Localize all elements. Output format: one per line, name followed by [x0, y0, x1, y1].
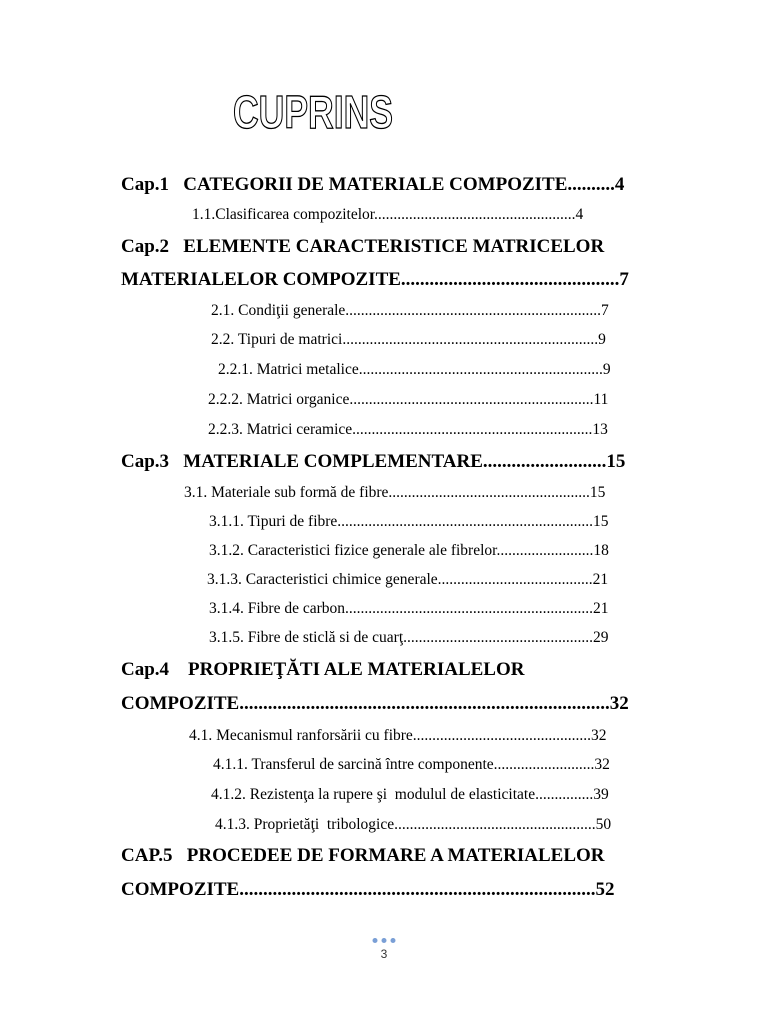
toc-entry-cap4[interactable]: Cap.4 PROPRIEŢĂTI ALE MATERIALELOR: [121, 659, 525, 680]
dot: [373, 938, 378, 943]
toc-entry-3-1-4[interactable]: 3.1.4. Fibre de carbon................................................................21: [209, 600, 609, 617]
toc-entry-4-1-1[interactable]: 4.1.1. Transferul de sarcină între componente..........................32: [213, 756, 610, 773]
toc-entry-cap5[interactable]: CAP.5 PROCEDEE DE FORMARE A MATERIALELOR: [121, 845, 605, 866]
toc-entry-2-2[interactable]: 2.2. Tipuri de matrici..................................................................9: [211, 331, 606, 348]
toc-entry-3-1-1[interactable]: 3.1.1. Tipuri de fibre..................................................................15: [209, 513, 609, 530]
page-ornament-dots: [373, 938, 396, 943]
toc-entry-2-2-2[interactable]: 2.2.2. Matrici organice...............................................................11: [208, 391, 609, 408]
toc-entry-2-1[interactable]: 2.1. Condiţii generale..................................................................7: [211, 302, 609, 319]
page-number: 3: [380, 947, 388, 961]
toc-entry-cap1[interactable]: Cap.1 CATEGORII DE MATERIALE COMPOZITE..........4: [121, 174, 625, 195]
toc-entry-4-1-2[interactable]: 4.1.2. Rezistenţa la rupere şi modulul de elasticitate...............39: [211, 786, 609, 803]
toc-entry-cap3[interactable]: Cap.3 MATERIALE COMPLEMENTARE..........................15: [121, 451, 626, 472]
toc-entry-2-2-3[interactable]: 2.2.3. Matrici ceramice..............................................................13: [208, 421, 608, 438]
toc-entry-cap4-cont[interactable]: COMPOZITE..............................................................................32: [121, 693, 629, 714]
dot: [382, 938, 387, 943]
dot: [391, 938, 396, 943]
toc-entry-cap2[interactable]: Cap.2 ELEMENTE CARACTERISTICE MATRICELOR: [121, 236, 605, 257]
page-title: [228, 78, 398, 143]
toc-entry-4-1[interactable]: 4.1. Mecanismul ranforsării cu fibre..............................................32: [189, 727, 607, 744]
toc-entry-1-1[interactable]: 1.1.Clasificarea compozitelor....................................................4: [192, 206, 584, 223]
toc-entry-cap2-cont[interactable]: MATERIALELOR COMPOZITE..............................................7: [121, 269, 629, 290]
toc-entry-3-1-3[interactable]: 3.1.3. Caracteristici chimice generale........................................21: [207, 571, 609, 588]
toc-entry-3-1-5[interactable]: 3.1.5. Fibre de sticlă si de cuarţ.................................................29: [209, 629, 609, 646]
toc-entry-cap5-cont[interactable]: COMPOZITE...........................................................................52: [121, 879, 615, 900]
toc-entry-3-1[interactable]: 3.1. Materiale sub formă de fibre....................................................15: [184, 484, 606, 501]
toc-entry-4-1-3[interactable]: 4.1.3. Proprietăţi tribologice....................................................50: [215, 816, 612, 833]
title-text: CUPRINS: [233, 86, 393, 138]
toc-entry-2-2-1[interactable]: 2.2.1. Matrici metalice...............................................................9: [218, 361, 611, 378]
toc-entry-3-1-2[interactable]: 3.1.2. Caracteristici fizice generale ale fibrelor.........................18: [209, 542, 609, 559]
